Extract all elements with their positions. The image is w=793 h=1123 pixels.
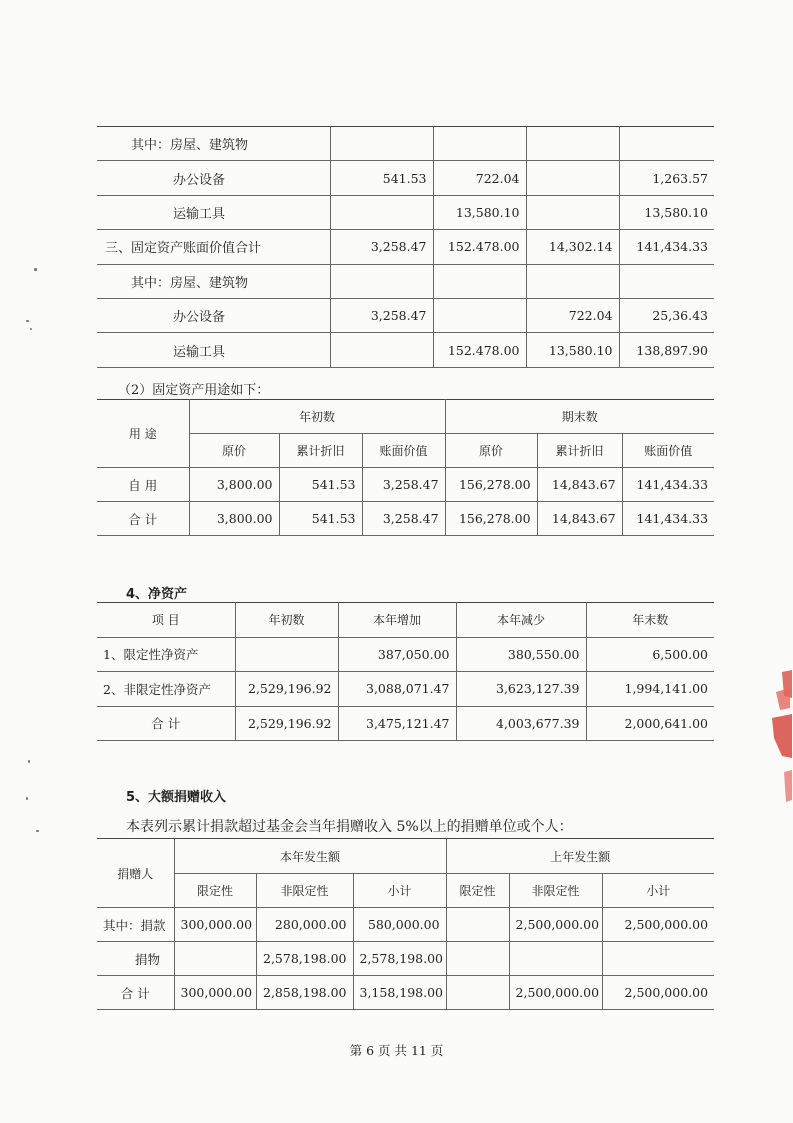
sub-col: 原价 [189, 434, 279, 468]
cell: 13,580.10 [433, 195, 526, 229]
sub-col: 累计折旧 [279, 434, 362, 468]
cell: 300,000.00 [174, 908, 256, 942]
cell [433, 298, 526, 332]
cell: 3,258.47 [362, 468, 445, 502]
cell: 141,434.33 [619, 230, 714, 264]
group-end: 期末数 [445, 400, 714, 434]
cell [526, 195, 619, 229]
cell [174, 942, 256, 976]
cell: 2,578,198.00 [353, 942, 446, 976]
table-row [97, 468, 714, 502]
row-label: 其中：捐款 [97, 908, 174, 942]
row-label: 合 计 [97, 706, 235, 741]
sub-col: 限定性 [174, 874, 256, 908]
cell [330, 333, 433, 367]
sub-col: 累计折旧 [537, 434, 622, 468]
table-row [97, 195, 714, 229]
col-usage: 用 途 [97, 400, 189, 468]
cell: 2,529,196.92 [235, 706, 338, 741]
cell: 2,000,641.00 [586, 706, 714, 741]
table-row [97, 230, 714, 264]
cell: 2,529,196.92 [235, 672, 338, 707]
cell [330, 195, 433, 229]
cell [526, 161, 619, 195]
cell [235, 637, 338, 672]
row-label: 办公设备 [97, 298, 330, 332]
cell: 2,500,000.00 [509, 976, 602, 1010]
cell: 541.53 [330, 161, 433, 195]
cell: 722.04 [526, 298, 619, 332]
cell [330, 264, 433, 298]
cell: 541.53 [279, 468, 362, 502]
scan-speck [30, 328, 32, 330]
row-label: 运输工具 [97, 195, 330, 229]
page-number: 第 6 页 共 11 页 [349, 1043, 444, 1058]
cell: 1,263.57 [619, 161, 714, 195]
scan-speck [26, 797, 28, 800]
cell: 4,003,677.39 [456, 706, 586, 741]
row-label: 自 用 [97, 468, 189, 502]
cell: 152.478.00 [433, 230, 526, 264]
table-row [97, 672, 714, 707]
header-row [97, 874, 714, 908]
scan-speck [36, 830, 39, 832]
cell: 3,088,071.47 [338, 672, 456, 707]
cell [446, 976, 509, 1010]
group-current: 本年发生额 [174, 839, 446, 874]
cell: 300,000.00 [174, 976, 256, 1010]
table-row [97, 706, 714, 741]
table-row [97, 298, 714, 332]
cell: 141,434.33 [622, 468, 714, 502]
cell: 152.478.00 [433, 333, 526, 367]
net-assets-table [97, 602, 714, 741]
sub-col: 限定性 [446, 874, 509, 908]
table-row [97, 264, 714, 298]
header-row [97, 434, 714, 468]
cell: 13,580.10 [619, 195, 714, 229]
cell [446, 908, 509, 942]
table-row [97, 942, 714, 976]
row-label: 2、非限定性净资产 [97, 672, 235, 707]
sub-col: 账面价值 [362, 434, 445, 468]
cell: 13,580.10 [526, 333, 619, 367]
scan-speck [34, 268, 37, 271]
donations-table [97, 838, 714, 1010]
cell [330, 127, 433, 161]
cell: 1,994,141.00 [586, 672, 714, 707]
donations-title: 5、大额捐赠收入 [126, 790, 227, 805]
row-label: 其中：房屋、建筑物 [97, 264, 330, 298]
group-previous: 上年发生额 [446, 839, 714, 874]
cell [433, 264, 526, 298]
cell: 3,800.00 [189, 502, 279, 536]
table-row [97, 908, 714, 942]
cell: 138,897.90 [619, 333, 714, 367]
header-row [97, 839, 714, 874]
cell: 3,623,127.39 [456, 672, 586, 707]
sub-col: 账面价值 [622, 434, 714, 468]
cell [509, 942, 602, 976]
sub-col: 非限定性 [509, 874, 602, 908]
row-label: 其中：房屋、建筑物 [97, 127, 330, 161]
table-row [97, 333, 714, 367]
row-label: 办公设备 [97, 161, 330, 195]
cell: 3,258.47 [330, 230, 433, 264]
cell: 2,500,000.00 [602, 908, 714, 942]
col-donor: 捐赠人 [97, 839, 174, 908]
sub-col: 小计 [353, 874, 446, 908]
cell: 580,000.00 [353, 908, 446, 942]
sub-col: 原价 [445, 434, 537, 468]
cell: 2,500,000.00 [602, 976, 714, 1010]
row-label: 合 计 [97, 976, 174, 1010]
cell: 3,158,198.00 [353, 976, 446, 1010]
cell: 3,800.00 [189, 468, 279, 502]
cell [446, 942, 509, 976]
cell: 2,578,198.00 [256, 942, 353, 976]
cell: 25,36.43 [619, 298, 714, 332]
sub-col: 小计 [602, 874, 714, 908]
cell: 2,858,198.00 [256, 976, 353, 1010]
row-label: 三、固定资产账面价值合计 [97, 230, 330, 264]
cell: 722.04 [433, 161, 526, 195]
cell: 387,050.00 [338, 637, 456, 672]
cell [619, 264, 714, 298]
col-header: 年末数 [586, 603, 714, 638]
table-row [97, 127, 714, 161]
usage-caption: （2）固定资产用途如下： [118, 383, 270, 398]
cell: 280,000.00 [256, 908, 353, 942]
col-header: 本年增加 [338, 603, 456, 638]
cell [602, 942, 714, 976]
table-row [97, 502, 714, 536]
fixed-assets-table [97, 126, 714, 368]
cell: 2,500,000.00 [509, 908, 602, 942]
header-row [97, 400, 714, 434]
cell [619, 127, 714, 161]
cell: 14,302.14 [526, 230, 619, 264]
row-label: 合 计 [97, 502, 189, 536]
cell: 156,278.00 [445, 502, 537, 536]
scan-speck [26, 320, 29, 322]
net-assets-title: 4、净资产 [126, 587, 188, 602]
col-header: 本年减少 [456, 603, 586, 638]
red-stamp-fragment [768, 668, 793, 808]
scan-speck [28, 760, 30, 763]
cell: 156,278.00 [445, 468, 537, 502]
cell: 380,550.00 [456, 637, 586, 672]
cell: 541.53 [279, 502, 362, 536]
row-label: 运输工具 [97, 333, 330, 367]
col-header: 年初数 [235, 603, 338, 638]
donations-paragraph: 本表列示累计捐款超过基金会当年捐赠收入 5%以上的捐赠单位或个人： [126, 819, 573, 835]
group-begin: 年初数 [189, 400, 445, 434]
cell: 3,258.47 [330, 298, 433, 332]
table-row [97, 976, 714, 1010]
fixed-asset-usage-table [97, 399, 714, 536]
cell [526, 264, 619, 298]
table-row [97, 637, 714, 672]
cell [433, 127, 526, 161]
table-row [97, 161, 714, 195]
cell: 141,434.33 [622, 502, 714, 536]
cell: 6,500.00 [586, 637, 714, 672]
header-row [97, 603, 714, 638]
cell: 3,258.47 [362, 502, 445, 536]
cell [526, 127, 619, 161]
row-label: 捐物 [97, 942, 174, 976]
cell: 3,475,121.47 [338, 706, 456, 741]
cell: 14,843.67 [537, 468, 622, 502]
col-header: 项 目 [97, 603, 235, 638]
row-label: 1、限定性净资产 [97, 637, 235, 672]
sub-col: 非限定性 [256, 874, 353, 908]
cell: 14,843.67 [537, 502, 622, 536]
